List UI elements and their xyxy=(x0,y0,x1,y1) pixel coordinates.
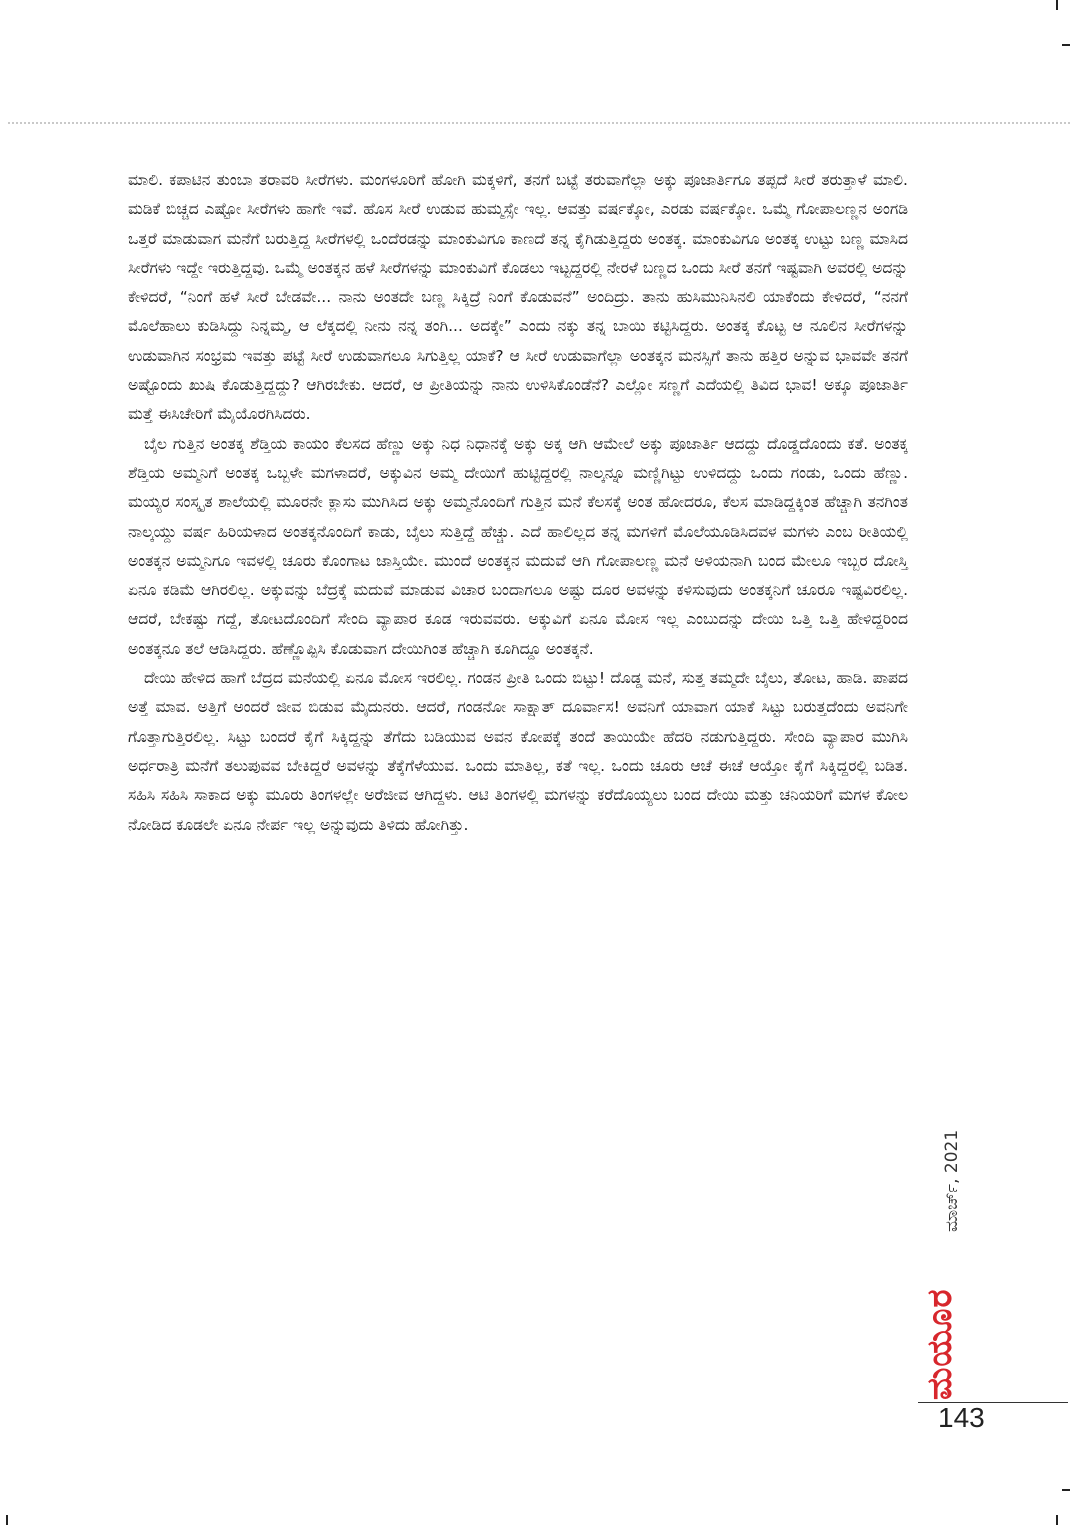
issue-date: ಮಾರ್ಚ್, 2021 xyxy=(942,1129,962,1232)
crop-mark-bottom-left-vertical xyxy=(6,1515,8,1525)
crop-mark-top-right-horizontal xyxy=(1062,44,1070,46)
article-body xyxy=(128,166,908,840)
crop-mark-top-right-vertical xyxy=(1056,0,1058,10)
crop-mark-bottom-right-horizontal xyxy=(1062,1489,1070,1491)
article-paragraph-1: ಮಾಲಿ. ಕಪಾಟಿನ ತುಂಬಾ ತರಾವರಿ ಸೀರೆಗಳು. ಮಂಗಳೂರಿಗೆ ಹೋಗಿ ಮಕ್ಕಳಿಗೆ, ತನಗೆ ಬಟ್ಟೆ ತರುವಾಗೆಲ್ಲಾ ಅಕ್ಕು ಪೂಜಾರ್ತಿಗೂ ತಪ್ಪದೆ ಸೀರೆ ತರುತ್ತಾಳೆ ಮಾಲಿ. ಮಡಿಕೆ ಬಿಚ್ಚದ ಎಷ್ಟೋ ಸೀರೆಗಳು ಹಾಗೇ ಇವೆ. ಹೊಸ ಸೀರೆ ಉಡುವ ಹುಮ್ಮಸ್ಸೇ ಇಲ್ಲ. ಆವತ್ತು ವರ್ಷಕ್ಕೋ, ಎರಡು ವರ್ಷಕ್ಕೋ. ಒಮ್ಮೆ ಗೋಪಾಲಣ್ಣನ ಅಂಗಡಿ ಒತ್ತರೆ ಮಾಡುವಾಗ ಮನೆಗೆ ಬರುತ್ತಿದ್ದ ಸೀರೆಗಳಲ್ಲಿ ಒಂದೆರಡನ್ನು ಮಾಂಕುವಿಗೂ ಕಾಣದೆ ತನ್ನ ಕೈಗಿಡುತ್ತಿದ್ದರು ಅಂತಕ್ಕ. ಮಾಂಕುವಿಗೂ ಅಂತಕ್ಕ ಉಟ್ಟು ಬಣ್ಣ ಮಾಸಿದ ಸೀರೆಗಳು ಇದ್ದೇ ಇರುತ್ತಿದ್ದವು. ಒಮ್ಮೆ ಅಂತಕ್ಕನ ಹಳೆ ಸೀರೆಗಳನ್ನು ಮಾಂಕುವಿಗೆ ಕೊಡಲು ಇಟ್ಟದ್ದರಲ್ಲಿ ನೇರಳೆ ಬಣ್ಣದ ಒಂದು ಸೀರೆ ತನಗೆ ಇಷ್ಟವಾಗಿ ಅವರಲ್ಲಿ ಅದನ್ನು ಕೇಳಿದರೆ, “ನಿಂಗೆ ಹಳೆ ಸೀರೆ ಬೇಡವೇ... ನಾನು ಅಂತದೇ ಬಣ್ಣ ಸಿಕ್ಕಿದ್ರೆ ನಿಂಗೆ ಕೊಡುವನೆ” ಅಂದಿದ್ರು. ತಾನು ಹುಸಿಮುನಿಸಿನಲಿ ಯಾಕೆಂದು ಕೇಳಿದರೆ, “ನನಗೆ ಮೊಲೆಹಾಲು ಕುಡಿಸಿದ್ದು ನಿನ್ನಮ್ಮ, ಆ ಲೆಕ್ಕದಲ್ಲಿ ನೀನು ನನ್ನ ತಂಗಿ... ಅದಕ್ಕೇ” ಎಂದು ನಕ್ಕು ತನ್ನ ಬಾಯಿ ಕಟ್ಟಿಸಿದ್ದರು. ಅಂತಕ್ಕ ಕೊಟ್ಟ ಆ ನೂಲಿನ ಸೀರೆಗಳನ್ನು ಉಡುವಾಗಿನ ಸಂಭ್ರಮ ಇವತ್ತು ಪಟ್ಟೆ ಸೀರೆ ಉಡುವಾಗಲೂ ಸಿಗುತ್ತಿಲ್ಲ ಯಾಕೆ? ಆ ಸೀರೆ ಉಡುವಾಗೆಲ್ಲಾ ಅಂತಕ್ಕನ ಮನಸ್ಸಿಗೆ ತಾನು ಹತ್ತಿರ ಅನ್ನುವ ಭಾವವೇ ತನಗೆ ಅಷ್ಟೊಂದು ಖುಷಿ ಕೊಡುತ್ತಿದ್ದದ್ದು? ಆಗಿರಬೇಕು. ಆದರೆ, ಆ ಪ್ರೀತಿಯನ್ನು ನಾನು ಉಳಿಸಿಕೊಂಡೆನೆ? ಎಲ್ಲೋ ಸಣ್ಣಗೆ ಎದೆಯಲ್ಲಿ ತಿವಿದ ಭಾವ! ಅಕ್ಕೂ ಪೂಜಾರ್ತಿ ಮತ್ತೆ ಈಸಿಚೇರಿಗೆ ಮೈಯೊರಗಿಸಿದರು. xyxy=(128,171,908,424)
page-number: 143 xyxy=(938,1402,985,1433)
top-dotted-rule xyxy=(8,122,1070,124)
crop-mark-bottom-right-vertical xyxy=(1056,1515,1058,1525)
article-paragraph-2: ಬೈಲ ಗುತ್ತಿನ ಅಂತಕ್ಕ ಶೆಡ್ತಿಯ ಕಾಯಂ ಕೆಲಸದ ಹೆಣ್ಣು ಅಕ್ಕು ನಿಧ ನಿಧಾನಕ್ಕೆ ಅಕ್ಕು ಅಕ್ಕ ಆಗಿ ಆಮೇಲೆ ಅಕ್ಕು ಪೂಜಾರ್ತಿ ಆದದ್ದು ದೊಡ್ಡದೊಂದು ಕತೆ. ಅಂತಕ್ಕ ಶೆಡ್ತಿಯ ಅಮ್ಮನಿಗೆ ಅಂತಕ್ಕ ಒಬ್ಬಳೇ ಮಗಳಾದರೆ, ಅಕ್ಕುವಿನ ಅಮ್ಮ ದೇಯಿಗೆ ಹುಟ್ಟಿದ್ದರಲ್ಲಿ ನಾಲ್ಕನ್ನೂ ಮಣ್ಣಿಗಿಟ್ಟು ಉಳಿದದ್ದು ಒಂದು ಗಂಡು, ಒಂದು ಹೆಣ್ಣು. ಮಯ್ಯರ ಸಂಸ್ಕೃತ ಶಾಲೆಯಲ್ಲಿ ಮೂರನೇ ಕ್ಲಾಸು ಮುಗಿಸಿದ ಅಕ್ಕು ಅಮ್ಮನೊಂದಿಗೆ ಗುತ್ತಿನ ಮನೆ ಕೆಲಸಕ್ಕೆ ಅಂತ ಹೋದರೂ, ಕೆಲಸ ಮಾಡಿದ್ದಕ್ಕಿಂತ ಹೆಚ್ಚಾಗಿ ತನಗಿಂತ ನಾಲ್ಕಯ್ದು ವರ್ಷ ಹಿರಿಯಳಾದ ಅಂತಕ್ಕನೊಂದಿಗೆ ಕಾಡು, ಬೈಲು ಸುತ್ತಿದ್ದೆ ಹೆಚ್ಚು. ಎದೆ ಹಾಲಿಲ್ಲದ ತನ್ನ ಮಗಳಿಗೆ ಮೊಲೆಯೂಡಿಸಿದವಳ ಮಗಳು ಎಂಬ ರೀತಿಯಲ್ಲಿ ಅಂತಕ್ಕನ ಅಮ್ಮನಿಗೂ ಇವಳಲ್ಲಿ ಚೂರು ಕೊಂಗಾಟ ಜಾಸ್ತಿಯೇ. ಮುಂದೆ ಅಂತಕ್ಕನ ಮದುವೆ ಆಗಿ ಗೋಪಾಲಣ್ಣ ಮನೆ ಅಳಿಯನಾಗಿ ಬಂದ ಮೇಲೂ ಇಬ್ಬರ ದೋಸ್ತಿ ಏನೂ ಕಡಿಮೆ ಆಗಿರಲಿಲ್ಲ. ಅಕ್ಕುವನ್ನು ಬೆದ್ರಕ್ಕೆ ಮದುವೆ ಮಾಡುವ ವಿಚಾರ ಬಂದಾಗಲೂ ಅಷ್ಟು ದೂರ ಅವಳನ್ನು ಕಳಿಸುವುದು ಅಂತಕ್ಕನಿಗೆ ಚೂರೂ ಇಷ್ಟವಿರಲಿಲ್ಲ. ಆದರೆ, ಬೇಕಷ್ಟು ಗದ್ದೆ, ತೋಟದೊಂದಿಗೆ ಸೇಂದಿ ವ್ಯಾಪಾರ ಕೂಡ ಇರುವವರು. ಅಕ್ಕುವಿಗೆ ಏನೂ ಮೋಸ ಇಲ್ಲ ಎಂಬುದನ್ನು ದೇಯಿ ಒತ್ತಿ ಒತ್ತಿ ಹೇಳಿದ್ದರಿಂದ ಅಂತಕ್ಕನೂ ತಲೆ ಆಡಿಸಿದ್ದರು. ಹೆಣ್ಣೊಪ್ಪಿಸಿ ಕೊಡುವಾಗ ದೇಯಿಗಿಂತ ಹೆಚ್ಚಾಗಿ ಕೂಗಿದ್ದೂ ಅಂತಕ್ಕನೆ. xyxy=(128,434,908,658)
magazine-logo: ಮಯೂರ xyxy=(920,1288,960,1400)
side-strip xyxy=(920,1080,990,1398)
article-paragraph-3: ದೇಯಿ ಹೇಳಿದ ಹಾಗೆ ಬೆದ್ರದ ಮನೆಯಲ್ಲಿ ಏನೂ ಮೋಸ ಇರಲಿಲ್ಲ. ಗಂಡನ ಪ್ರೀತಿ ಒಂದು ಬಿಟ್ಟು! ದೊಡ್ಡ ಮನೆ, ಸುತ್ತ ತಮ್ಮದೇ ಬೈಲು, ತೋಟ, ಹಾಡಿ. ಪಾಪದ ಅತ್ತೆ ಮಾವ. ಅತ್ತಿಗೆ ಅಂದರೆ ಜೀವ ಬಿಡುವ ಮೈದುನರು. ಆದರೆ, ಗಂಡನೋ ಸಾಕ್ಷಾತ್ ದೂರ್ವಾಸ! ಅವನಿಗೆ ಯಾವಾಗ ಯಾಕೆ ಸಿಟ್ಟು ಬರುತ್ತದೆಂದು ಅವನಿಗೇ ಗೊತ್ತಾಗುತ್ತಿರಲಿಲ್ಲ. ಸಿಟ್ಟು ಬಂದರೆ ಕೈಗೆ ಸಿಕ್ಕಿದ್ದನ್ನು ತೆಗೆದು ಬಡಿಯುವ ಅವನ ಕೋಪಕ್ಕೆ ತಂದೆ ತಾಯಿಯೇ ಹೆದರಿ ನಡುಗುತ್ತಿದ್ದರು. ಸೇಂದಿ ವ್ಯಾಪಾರ ಮುಗಿಸಿ ಅರ್ಧರಾತ್ರಿ ಮನೆಗೆ ತಲುಪುವವ ಬೇಕಿದ್ದರೆ ಅವಳನ್ನು ತೆಕ್ಕೆಗೆಳೆಯುವ. ಒಂದು ಮಾತಿಲ್ಲ, ಕತೆ ಇಲ್ಲ. ಒಂದು ಚೂರು ಆಚೆ ಈಚೆ ಆಯ್ತೋ ಕೈಗೆ ಸಿಕ್ಕಿದ್ದರಲ್ಲಿ ಬಡಿತ. ಸಹಿಸಿ ಸಹಿಸಿ ಸಾಕಾದ ಅಕ್ಕು ಮೂರು ತಿಂಗಳಲ್ಲೇ ಅರೆಜೀವ ಆಗಿದ್ದಳು. ಆಟಿ ತಿಂಗಳಲ್ಲಿ ಮಗಳನ್ನು ಕರೆದೊಯ್ಯಲು ಬಂದ ದೇಯಿ ಮತ್ತು ಚನಿಯರಿಗೆ ಮಗಳ ಕೋಲ ನೋಡಿದ ಕೂಡಲೇ ಏನೂ ನೇರ್ಪ ಇಲ್ಲ ಅನ್ನುವುದು ತಿಳಿದು ಹೋಗಿತ್ತು. xyxy=(128,669,908,834)
